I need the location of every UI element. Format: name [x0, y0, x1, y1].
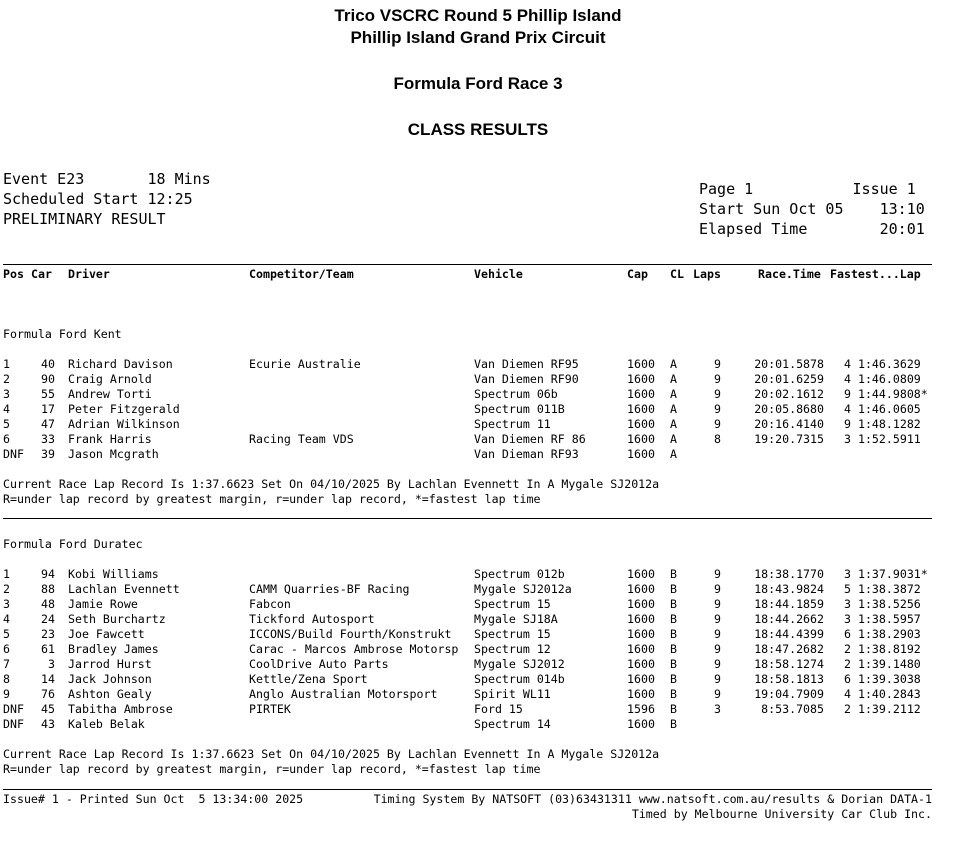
lap-record-note: Current Race Lap Record Is 1:37.6623 Set On 04/10/2025 By Lachlan Evennett In A Mygale SJ2012a	[3, 477, 660, 491]
cell-cl: A	[670, 447, 677, 461]
cell-car: 33	[41, 432, 55, 446]
cell-laps: 9	[714, 597, 721, 611]
cell-pos: 5	[3, 627, 10, 641]
cell-pos: 4	[3, 612, 10, 626]
cell-driver: Jamie Rowe	[68, 597, 138, 611]
cell-car: 24	[41, 612, 55, 626]
cell-cap: 1600	[627, 372, 655, 386]
cell-cl: B	[670, 642, 677, 656]
table-row	[0, 687, 956, 702]
cell-cap: 1600	[627, 612, 655, 626]
legend-note: R=under lap record by greatest margin, r=under lap record, *=fastest lap time	[3, 762, 541, 776]
cell-fastest: 4 1:46.3629	[844, 357, 921, 371]
cell-cap: 1600	[627, 687, 655, 701]
table-row	[0, 402, 956, 417]
cell-time: 18:44.1859	[754, 597, 824, 611]
cell-car: 23	[41, 627, 55, 641]
cell-pos: 3	[3, 387, 10, 401]
cell-car: 17	[41, 402, 55, 416]
table-row	[0, 432, 956, 447]
timed-by: Timed by Melbourne University Car Club Inc.	[631, 807, 932, 821]
cell-vehicle: Mygale SJ2012	[474, 657, 565, 671]
cell-driver: Kaleb Belak	[68, 717, 145, 731]
cell-cl: B	[670, 717, 677, 731]
report-title: Trico VSCRC Round 5 Phillip Island	[334, 6, 622, 25]
cell-car: 76	[41, 687, 55, 701]
cell-cl: A	[670, 432, 677, 446]
cell-laps: 9	[714, 672, 721, 686]
cell-pos: DNF	[3, 702, 24, 716]
legend-note: R=under lap record by greatest margin, r=under lap record, *=fastest lap time	[3, 492, 541, 506]
cell-pos: 2	[3, 582, 10, 596]
cell-cl: A	[670, 402, 677, 416]
cell-driver: Richard Davison	[68, 357, 173, 371]
cell-vehicle: Spectrum 12	[474, 642, 551, 656]
cell-car: 43	[41, 717, 55, 731]
cell-pos: 1	[3, 357, 10, 371]
cell-cap: 1600	[627, 567, 655, 581]
cell-laps: 9	[714, 357, 721, 371]
cell-team: Anglo Australian Motorsport	[249, 687, 438, 701]
cell-cap: 1600	[627, 717, 655, 731]
col-vehicle: Vehicle	[474, 267, 523, 281]
cell-fastest: 2 1:39.1480	[844, 657, 921, 671]
table-row	[0, 657, 956, 672]
cell-cl: B	[670, 657, 677, 671]
cell-car: 55	[41, 387, 55, 401]
cell-time: 18:44.2662	[754, 612, 824, 626]
cell-car: 40	[41, 357, 55, 371]
cell-driver: Adrian Wilkinson	[68, 417, 180, 431]
cell-vehicle: Spirit WL11	[474, 687, 551, 701]
cell-driver: Joe Fawcett	[68, 627, 145, 641]
column-headers	[0, 267, 956, 282]
table-row	[0, 612, 956, 627]
circuit-name: Phillip Island Grand Prix Circuit	[350, 28, 606, 47]
table-row	[0, 567, 956, 582]
cell-pos: 4	[3, 402, 10, 416]
table-row	[0, 357, 956, 372]
cell-cap: 1596	[627, 702, 655, 716]
cell-driver: Jason Mcgrath	[68, 447, 159, 461]
cell-cl: B	[670, 672, 677, 686]
elapsed-time: Elapsed Time 20:01	[699, 220, 925, 238]
cell-fastest: 3 1:52.5911	[844, 432, 921, 446]
cell-pos: 8	[3, 672, 10, 686]
cell-cl: B	[670, 582, 677, 596]
cell-cap: 1600	[627, 627, 655, 641]
cell-vehicle: Spectrum 14	[474, 717, 551, 731]
cell-team: PIRTEK	[249, 702, 291, 716]
cell-fastest: 3 1:37.9031*	[844, 567, 928, 581]
cell-fastest: 3 1:38.5256	[844, 597, 921, 611]
cell-time: 18:47.2682	[754, 642, 824, 656]
cell-team: Carac - Marcos Ambrose Motorsp	[249, 642, 459, 656]
cell-vehicle: Mygale SJ18A	[474, 612, 558, 626]
col-fastest: Fastest...Lap	[830, 267, 921, 281]
cell-car: 39	[41, 447, 55, 461]
cell-fastest: 9 1:48.1282	[844, 417, 921, 431]
cell-cl: A	[670, 387, 677, 401]
cell-car: 45	[41, 702, 55, 716]
timing-system-info: Timing System By NATSOFT (03)63431311 www.natsoft.com.au/results & Dorian DATA-1	[373, 792, 932, 806]
cell-laps: 3	[714, 702, 721, 716]
cell-cl: B	[670, 702, 677, 716]
cell-laps: 9	[714, 612, 721, 626]
results-type: CLASS RESULTS	[407, 120, 549, 139]
cell-vehicle: Van Diemen RF90	[474, 372, 579, 386]
cell-time: 19:20.7315	[754, 432, 824, 446]
cell-cap: 1600	[627, 672, 655, 686]
cell-car: 61	[41, 642, 55, 656]
cell-cap: 1600	[627, 597, 655, 611]
cell-laps: 9	[714, 372, 721, 386]
cell-cap: 1600	[627, 387, 655, 401]
cell-car: 48	[41, 597, 55, 611]
cell-driver: Seth Burchartz	[68, 612, 166, 626]
cell-driver: Peter Fitzgerald	[68, 402, 180, 416]
cell-vehicle: Spectrum 012b	[474, 567, 565, 581]
cell-car: 47	[41, 417, 55, 431]
cell-cl: B	[670, 687, 677, 701]
cell-car: 94	[41, 567, 55, 581]
cell-team: ICCONS/Build Fourth/Konstrukt	[249, 627, 452, 641]
class-heading-kent: Formula Ford Kent	[3, 327, 122, 341]
cell-time: 18:43.9824	[754, 582, 824, 596]
cell-laps: 9	[714, 627, 721, 641]
cell-cl: A	[670, 357, 677, 371]
cell-car: 90	[41, 372, 55, 386]
cell-time: 20:01.5878	[754, 357, 824, 371]
cell-vehicle: Spectrum 011B	[474, 402, 565, 416]
table-row	[0, 387, 956, 402]
cell-vehicle: Van Dieman RF93	[474, 447, 579, 461]
table-row	[0, 447, 956, 462]
cell-vehicle: Spectrum 014b	[474, 672, 565, 686]
cell-driver: Ashton Gealy	[68, 687, 152, 701]
table-row	[0, 582, 956, 597]
cell-driver: Lachlan Evennett	[68, 582, 180, 596]
cell-laps: 9	[714, 567, 721, 581]
cell-cap: 1600	[627, 447, 655, 461]
cell-driver: Kobi Williams	[68, 567, 159, 581]
table-row	[0, 642, 956, 657]
cell-cap: 1600	[627, 402, 655, 416]
cell-pos: 5	[3, 417, 10, 431]
cell-cap: 1600	[627, 432, 655, 446]
cell-driver: Bradley James	[68, 642, 159, 656]
page-issue: Page 1 Issue 1	[699, 180, 916, 198]
start-time: Start Sun Oct 05 13:10	[699, 200, 925, 218]
cell-vehicle: Spectrum 06b	[474, 387, 558, 401]
cell-team: Tickford Autosport	[249, 612, 375, 626]
cell-fastest: 2 1:38.8192	[844, 642, 921, 656]
cell-fastest: 3 1:38.5957	[844, 612, 921, 626]
cell-cl: B	[670, 627, 677, 641]
cell-fastest: 2 1:39.2112	[844, 702, 921, 716]
section-divider	[3, 518, 932, 519]
cell-cl: A	[670, 372, 677, 386]
cell-cl: B	[670, 567, 677, 581]
result-status: PRELIMINARY RESULT	[3, 210, 166, 228]
cell-fastest: 4 1:40.2843	[844, 687, 921, 701]
race-name: Formula Ford Race 3	[393, 74, 563, 93]
cell-laps: 9	[714, 642, 721, 656]
print-info: Issue# 1 - Printed Sun Oct 5 13:34:00 2025	[3, 792, 304, 806]
cell-cl: B	[670, 612, 677, 626]
cell-laps: 8	[714, 432, 721, 446]
cell-laps: 9	[714, 387, 721, 401]
cell-driver: Frank Harris	[68, 432, 152, 446]
cell-team: Ecurie Australie	[249, 357, 361, 371]
cell-pos: 6	[3, 432, 10, 446]
table-row	[0, 372, 956, 387]
cell-vehicle: Van Diemen RF 86	[474, 432, 586, 446]
cell-vehicle: Van Diemen RF95	[474, 357, 579, 371]
cell-vehicle: Mygale SJ2012a	[474, 582, 572, 596]
col-car: Car	[31, 267, 52, 281]
cell-car: 88	[41, 582, 55, 596]
cell-driver: Jarrod Hurst	[68, 657, 152, 671]
table-row	[0, 702, 956, 717]
cell-driver: Andrew Torti	[68, 387, 152, 401]
cell-laps: 9	[714, 417, 721, 431]
cell-fastest: 6 1:39.3038	[844, 672, 921, 686]
col-driver: Driver	[68, 267, 110, 281]
cell-team: CAMM Quarries-BF Racing	[249, 582, 410, 596]
cell-time: 20:02.1612	[754, 387, 824, 401]
cell-cap: 1600	[627, 582, 655, 596]
cell-vehicle: Spectrum 15	[474, 627, 551, 641]
cell-fastest: 4 1:46.0605	[844, 402, 921, 416]
cell-cl: A	[670, 417, 677, 431]
cell-cap: 1600	[627, 357, 655, 371]
col-pos: Pos	[3, 267, 24, 281]
cell-fastest: 5 1:38.3872	[844, 582, 921, 596]
cell-time: 20:16.4140	[754, 417, 824, 431]
table-row	[0, 672, 956, 687]
cell-laps: 9	[714, 657, 721, 671]
cell-cap: 1600	[627, 642, 655, 656]
col-team: Competitor/Team	[249, 267, 354, 281]
cell-time: 19:04.7909	[754, 687, 824, 701]
cell-fastest: 4 1:46.0809	[844, 372, 921, 386]
header-divider	[3, 264, 932, 265]
cell-cl: B	[670, 597, 677, 611]
cell-time: 8:53.7085	[761, 702, 824, 716]
cell-laps: 9	[714, 402, 721, 416]
cell-pos: 1	[3, 567, 10, 581]
col-laps: Laps	[693, 267, 721, 281]
cell-team: Fabcon	[249, 597, 291, 611]
cell-time: 18:38.1770	[754, 567, 824, 581]
col-racetime: Race.Time	[758, 267, 821, 281]
cell-driver: Tabitha Ambrose	[68, 702, 173, 716]
event-info: Event E23 18 Mins	[3, 170, 211, 188]
cell-time: 20:01.6259	[754, 372, 824, 386]
cell-time: 18:58.1813	[754, 672, 824, 686]
cell-laps: 9	[714, 687, 721, 701]
cell-team: Racing Team VDS	[249, 432, 354, 446]
cell-driver: Craig Arnold	[68, 372, 152, 386]
class-heading-duratec: Formula Ford Duratec	[3, 537, 143, 551]
table-row	[0, 417, 956, 432]
col-cap: Cap	[627, 267, 648, 281]
cell-pos: DNF	[3, 717, 24, 731]
cell-fastest: 9 1:44.9808*	[844, 387, 928, 401]
cell-time: 18:44.4399	[754, 627, 824, 641]
cell-time: 18:58.1274	[754, 657, 824, 671]
table-row	[0, 627, 956, 642]
cell-cap: 1600	[627, 417, 655, 431]
lap-record-note: Current Race Lap Record Is 1:37.6623 Set On 04/10/2025 By Lachlan Evennett In A Mygale SJ2012a	[3, 747, 660, 761]
cell-pos: 2	[3, 372, 10, 386]
cell-cap: 1600	[627, 657, 655, 671]
footer-divider	[3, 789, 932, 790]
cell-car: 14	[41, 672, 55, 686]
cell-team: Kettle/Zena Sport	[249, 672, 368, 686]
table-row	[0, 597, 956, 612]
cell-pos: 9	[3, 687, 10, 701]
table-row	[0, 717, 956, 732]
cell-vehicle: Ford 15	[474, 702, 523, 716]
cell-pos: 3	[3, 597, 10, 611]
cell-fastest: 6 1:38.2903	[844, 627, 921, 641]
cell-pos: DNF	[3, 447, 24, 461]
cell-vehicle: Spectrum 11	[474, 417, 551, 431]
cell-pos: 6	[3, 642, 10, 656]
cell-vehicle: Spectrum 15	[474, 597, 551, 611]
cell-laps: 9	[714, 582, 721, 596]
col-cl: CL	[670, 267, 684, 281]
cell-car: 3	[48, 657, 55, 671]
scheduled-start: Scheduled Start 12:25	[3, 190, 193, 208]
cell-pos: 7	[3, 657, 10, 671]
cell-time: 20:05.8680	[754, 402, 824, 416]
cell-driver: Jack Johnson	[68, 672, 152, 686]
cell-team: CoolDrive Auto Parts	[249, 657, 389, 671]
